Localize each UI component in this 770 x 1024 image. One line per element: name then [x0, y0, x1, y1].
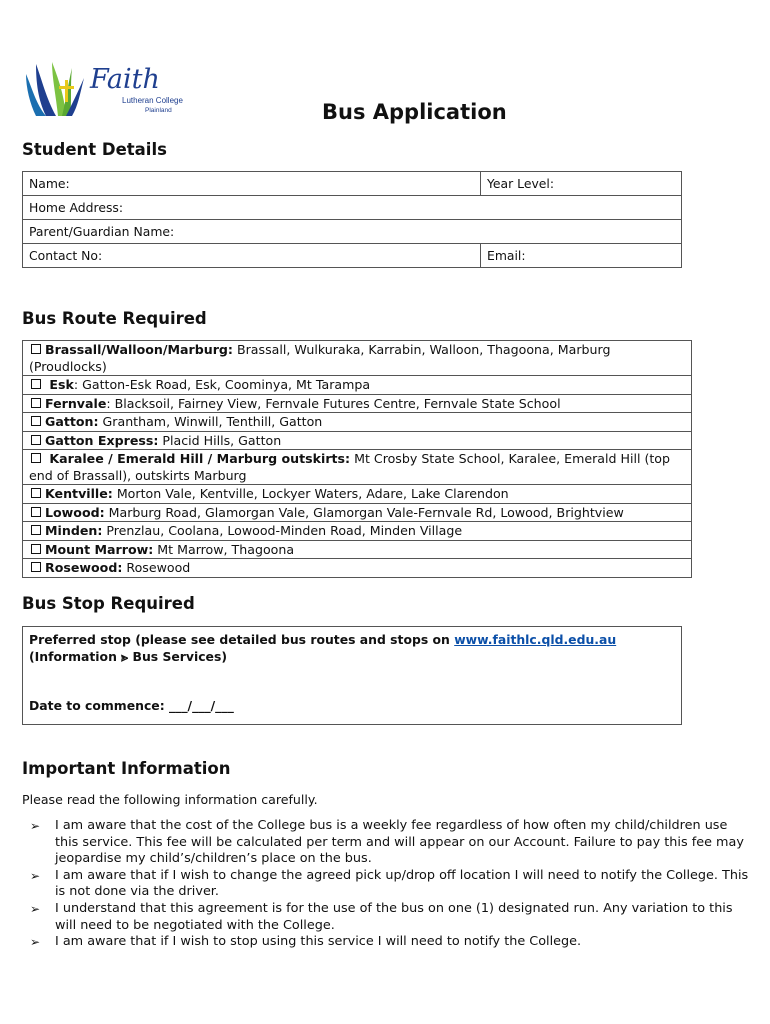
route-row [23, 540, 692, 559]
info-item-text: I am aware that the cost of the College bus is a weekly fee regardless of how often my child/children use this service. This fee will be calculated per term and will appear on our Account. Failure to pay this fee may jeopardise my child’s/children’s place on the bus. [55, 818, 744, 867]
checkbox-icon[interactable] [31, 435, 41, 445]
arrow-bullet-icon: ➢ [30, 868, 41, 883]
route-description: Placid Hills, Gatton [158, 432, 282, 448]
route-option[interactable] [23, 540, 692, 559]
info-item [22, 868, 752, 901]
home-address-label: Home Address: [29, 200, 124, 215]
info-intro: Please read the following information carefully. [22, 792, 318, 807]
route-option[interactable] [23, 522, 692, 541]
faith-logo-icon [22, 60, 197, 122]
info-item-text: I am aware that if I wish to stop using this service I will need to notify the College. [55, 934, 582, 950]
checkbox-icon[interactable] [31, 379, 41, 389]
college-logo [22, 60, 197, 122]
route-description: Rosewood [122, 560, 191, 575]
info-item-text: I am aware that if I wish to change the agreed pick up/drop off location I will need to notify the College. This is not done via the driver. [55, 867, 749, 900]
checkbox-icon[interactable] [31, 544, 41, 554]
info-item [22, 818, 752, 868]
info-item [22, 901, 752, 934]
bus-stop-heading: Bus Stop Required [22, 594, 195, 613]
route-name: Gatton Express: [45, 432, 159, 448]
route-description: Mt Marrow, Thagoona [153, 541, 295, 557]
route-description: Marburg Road, Glamorgan Vale, Glamorgan Vale-Fernvale Rd, Lowood, Brightview [104, 504, 624, 520]
contact-no-field[interactable] [23, 244, 481, 268]
route-option[interactable] [23, 559, 692, 578]
route-row [23, 431, 692, 450]
route-name: Kentville: [45, 486, 113, 501]
route-option[interactable] [23, 431, 692, 450]
route-name: Minden: [45, 523, 103, 538]
information-path: (Information ⪢ Bus Services) [29, 649, 228, 664]
route-option[interactable] [23, 341, 692, 376]
route-option[interactable] [23, 450, 692, 485]
checkbox-icon[interactable] [31, 416, 41, 426]
preferred-stop-text: Preferred stop (please see detailed bus routes and stops on [29, 632, 455, 647]
checkbox-icon[interactable] [31, 562, 41, 572]
route-name: Karalee / Emerald Hill / Marburg outskirts: [45, 451, 351, 466]
route-description: Prenzlau, Coolana, Lowood-Minden Road, Minden Village [102, 523, 463, 538]
student-details-heading: Student Details [22, 140, 167, 159]
route-description: Morton Vale, Kentville, Lockyer Waters, Adare, Lake Clarendon [112, 486, 509, 501]
route-name: Rosewood: [45, 560, 123, 575]
contact-no-label: Contact No: [29, 248, 103, 263]
arrow-bullet-icon: ➢ [30, 935, 41, 950]
year-level-field[interactable] [481, 172, 682, 196]
arrow-bullet-icon: ➢ [30, 819, 41, 833]
arrow-bullet-icon: ➢ [30, 901, 41, 916]
bus-route-heading: Bus Route Required [22, 309, 207, 328]
route-row [23, 341, 692, 376]
route-name: Fernvale [45, 395, 107, 411]
route-row [23, 485, 692, 504]
route-row [23, 522, 692, 541]
route-row [23, 559, 692, 578]
route-row [23, 503, 692, 522]
checkbox-icon[interactable] [31, 488, 41, 498]
info-item [22, 934, 752, 951]
year-level-label: Year Level: [487, 176, 555, 191]
route-option[interactable] [23, 503, 692, 522]
email-field[interactable] [481, 244, 682, 268]
name-label: Name: [29, 176, 70, 191]
route-row [23, 376, 692, 395]
page-title: Bus Application [322, 100, 507, 124]
guardian-name-field[interactable] [23, 220, 682, 244]
email-label: Email: [487, 248, 526, 263]
checkbox-icon[interactable] [31, 398, 41, 408]
bus-route-table [22, 340, 692, 578]
checkbox-icon[interactable] [31, 453, 41, 463]
route-description: Mt Crosby State School, Karalee, Emerald Hill (top end of Brassall), outskirts Marburg [29, 451, 671, 483]
info-list [22, 818, 752, 951]
important-info-heading: Important Information [22, 759, 231, 778]
route-option[interactable] [23, 413, 692, 432]
date-to-commence: Date to commence: ___/___/___ [29, 698, 234, 713]
route-description: : Blacksoil, Fairney View, Fernvale Futures Centre, Fernvale State School [106, 395, 561, 411]
route-name: Esk [45, 377, 74, 392]
bus-stop-box[interactable] [22, 626, 682, 725]
info-item-text: I understand that this agreement is for the use of the bus on one (1) designated run. Any variation to this will need to be negotiated with the College. [55, 900, 733, 933]
checkbox-icon[interactable] [31, 525, 41, 535]
route-name: Gatton: [45, 414, 99, 429]
home-address-field[interactable] [23, 196, 682, 220]
route-row [23, 450, 692, 485]
route-row [23, 394, 692, 413]
route-description: Grantham, Winwill, Tenthill, Gatton [98, 414, 323, 429]
route-name: Mount Marrow: [45, 541, 154, 557]
route-description: Brassall, Wulkuraka, Karrabin, Walloon, Thagoona, Marburg (Proudlocks) [29, 342, 611, 374]
name-field[interactable] [23, 172, 481, 196]
route-name: Brassall/Walloon/Marburg: [45, 342, 233, 357]
route-option[interactable] [23, 394, 692, 413]
logo-line2: Plainland [145, 107, 172, 114]
guardian-name-label: Parent/Guardian Name: [29, 224, 175, 239]
route-description: : Gatton-Esk Road, Esk, Coominya, Mt Tarampa [73, 377, 371, 392]
logo-line1: Lutheran College [122, 96, 183, 105]
checkbox-icon[interactable] [31, 344, 41, 354]
route-option[interactable] [23, 485, 692, 504]
checkbox-icon[interactable] [31, 507, 41, 517]
route-name: Lowood: [45, 504, 105, 520]
route-option[interactable] [23, 376, 692, 395]
route-row [23, 413, 692, 432]
college-website-link[interactable]: www.faithlc.qld.edu.au [454, 632, 617, 647]
student-details-table [22, 171, 682, 268]
logo-name: Faith [90, 64, 160, 95]
preferred-stop-line [29, 631, 675, 648]
